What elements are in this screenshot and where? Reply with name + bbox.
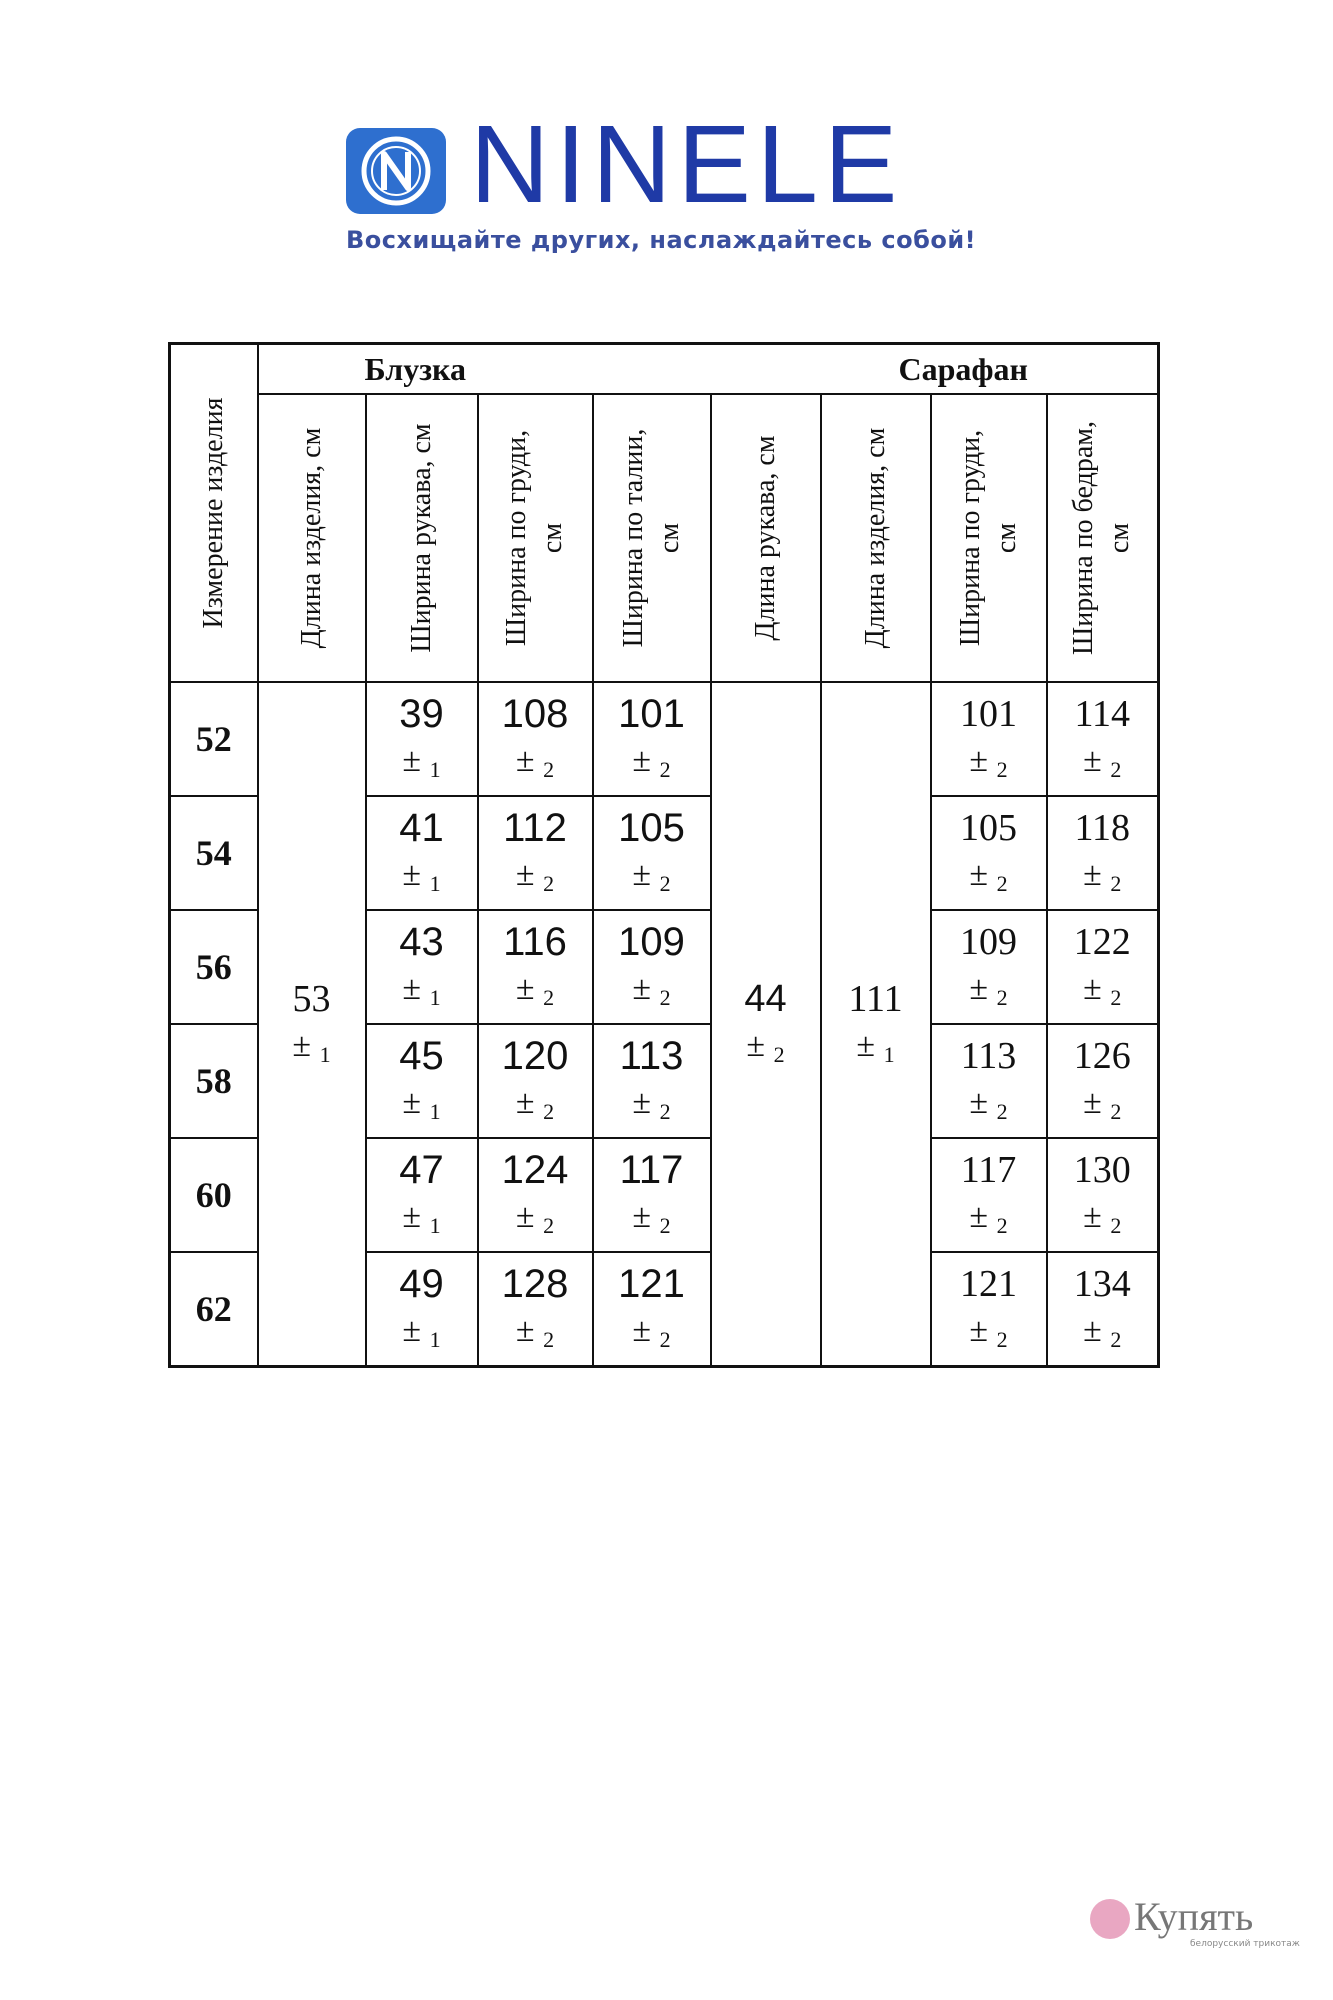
ninele-logo-icon	[346, 128, 446, 214]
brand-header	[0, 0, 1333, 270]
waist-width-cell: 113 ± $_2$	[593, 1024, 711, 1138]
col-header-chest-width: Ширина по груди, см	[478, 394, 593, 682]
col-header-sundress-length: Длина изделия, см	[821, 394, 931, 682]
size-label: 54	[170, 796, 258, 910]
sundress-chest-cell: 101 ± $_2$	[931, 682, 1047, 796]
waist-width-cell: 109 ± $_2$	[593, 910, 711, 1024]
waist-width-cell: 117 ± $_2$	[593, 1138, 711, 1252]
hips-width-cell: 134 ± $_2$	[1047, 1252, 1159, 1367]
chest-width-cell: 120 ± $_2$	[478, 1024, 593, 1138]
chest-width-cell: 124 ± $_2$	[478, 1138, 593, 1252]
size-label: 56	[170, 910, 258, 1024]
size-label: 60	[170, 1138, 258, 1252]
size-label: 52	[170, 682, 258, 796]
sundress-chest-cell: 113 ± $_2$	[931, 1024, 1047, 1138]
group-sundress-label: Сарафан	[898, 351, 1028, 387]
group-blouse-label: Блузка	[364, 351, 466, 387]
hips-width-cell: 126 ± $_2$	[1047, 1024, 1159, 1138]
waist-width-cell: 121 ± $_2$	[593, 1252, 711, 1367]
watermark-text: Купять	[1134, 1894, 1254, 1939]
chest-width-cell: 112 ± $_2$	[478, 796, 593, 910]
waist-width-cell: 101 ± $_2$	[593, 682, 711, 796]
size-label: 58	[170, 1024, 258, 1138]
sleeve-width-cell: 47 ± $_1$	[366, 1138, 478, 1252]
waist-width-cell: 105 ± $_2$	[593, 796, 711, 910]
sleeve-width-cell: 41 ± $_1$	[366, 796, 478, 910]
hips-width-cell: 118 ± $_2$	[1047, 796, 1159, 910]
size-chart-table	[168, 342, 1160, 1368]
watermark-subtext: белорусский трикотаж	[1190, 1939, 1300, 1949]
kupyat-logo-icon	[1090, 1899, 1130, 1939]
col-header-waist-width: Ширина по талии, см	[593, 394, 711, 682]
size-label: 62	[170, 1252, 258, 1367]
sleeve-width-cell: 45 ± $_1$	[366, 1024, 478, 1138]
row-header-label: Измерение изделия	[197, 397, 229, 629]
column-header-row	[170, 394, 1159, 682]
hips-width-cell: 130 ± $_2$	[1047, 1138, 1159, 1252]
sundress-chest-cell: 105 ± $_2$	[931, 796, 1047, 910]
sleeve-width-cell: 43 ± $_1$	[366, 910, 478, 1024]
sundress-chest-cell: 117 ± $_2$	[931, 1138, 1047, 1252]
sleeve-width-cell: 39 ± $_1$	[366, 682, 478, 796]
col-header-sleeve-length: Длина рукава, см	[711, 394, 821, 682]
chest-width-cell: 116 ± $_2$	[478, 910, 593, 1024]
hips-width-cell: 114 ± $_2$	[1047, 682, 1159, 796]
sundress-chest-cell: 121 ± $_2$	[931, 1252, 1047, 1367]
table-row	[170, 682, 1159, 796]
blouse-length-merged-cell: 53 ± $_1$	[258, 682, 366, 1367]
row-header-cell	[170, 344, 258, 683]
sundress-chest-cell: 109 ± $_2$	[931, 910, 1047, 1024]
kupyat-watermark	[1090, 1885, 1310, 1955]
chest-width-cell: 128 ± $_2$	[478, 1252, 593, 1367]
col-header-blouse-length: Длина изделия, см	[258, 394, 366, 682]
hips-width-cell: 122 ± $_2$	[1047, 910, 1159, 1024]
group-header-row	[258, 344, 1159, 395]
col-header-sundress-chest: Ширина по груди, см	[931, 394, 1047, 682]
col-header-sleeve-width: Ширина рукава, см	[366, 394, 478, 682]
brand-slogan: Восхищайте других, наслаждайтесь собой!	[346, 226, 977, 254]
col-header-hips-width: Ширина по бедрам, см	[1047, 394, 1159, 682]
brand-name: NINELE	[470, 103, 904, 226]
chest-width-cell: 108 ± $_2$	[478, 682, 593, 796]
sundress-length-merged-cell: 111 ± $_1$	[821, 682, 931, 1367]
sleeve-width-cell: 49 ± $_1$	[366, 1252, 478, 1367]
sleeve-length-merged-cell: 44 ± $_2$	[711, 682, 821, 1367]
